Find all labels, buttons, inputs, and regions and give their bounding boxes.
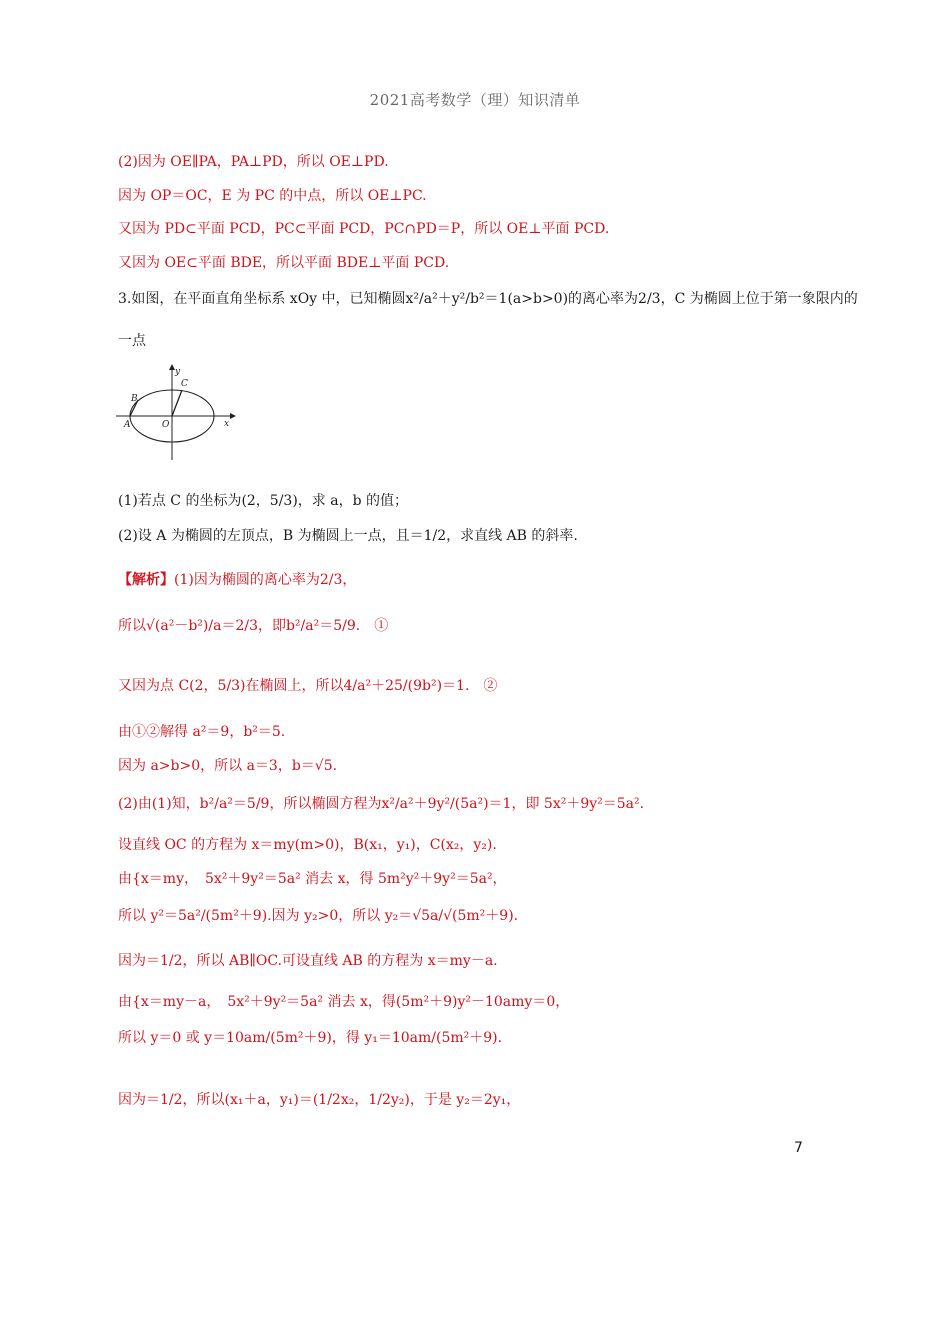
label-y: y — [175, 367, 181, 377]
label-o: O — [162, 420, 170, 430]
proof-line-2: 因为 OP＝OC，E 为 PC 的中点，所以 OE⊥PC. — [118, 188, 427, 204]
solution-line-7: 设直线 OC 的方程为 x＝my(m>0)，B(x₁，y₁)，C(x₂，y₂). — [118, 837, 497, 853]
question-2: (2)设 A 为椭圆的左顶点，B 为椭圆上一点，且＝1/2，求直线 AB 的斜率. — [118, 528, 578, 544]
problem-3-statement: 3.如图，在平面直角坐标系 xOy 中，已知椭圆x²/a²＋y²/b²＝1(a>b>0)的离心率为2/3，C 为椭圆上位于第一象限内的 — [118, 291, 858, 307]
solution-line-8: 由{x＝my， 5x²＋9y²＝5a² 消去 x，得 5m²y²＋9y²＝5a²， — [118, 871, 507, 887]
solution-line-13: 因为＝1/2，所以(x₁＋a，y₁)＝(1/2x₂，1/2y₂)，于是 y₂＝2y₁， — [118, 1092, 521, 1108]
solution-line-6: (2)由(1)知，b²/a²＝5/9，所以椭圆方程为x²/a²＋9y²/(5a²)＝1，即 5x²＋9y²＝5a². — [118, 796, 645, 812]
question-1: (1)若点 C 的坐标为(2，5/3)，求 a，b 的值； — [118, 493, 409, 509]
solution-line-12: 所以 y＝0 或 y＝10am/(5m²＋9)，得 y₁＝10am/(5m²＋9). — [118, 1030, 503, 1046]
label-c: C — [181, 379, 188, 389]
label-x: x — [224, 419, 230, 429]
label-b: B — [131, 394, 138, 404]
page-number: 7 — [794, 1140, 803, 1156]
proof-line-3: 又因为 PD⊂平面 PCD，PC⊂平面 PCD，PC∩PD＝P，所以 OE⊥平面 PCD. — [118, 221, 610, 237]
page-header: 2021高考数学（理）知识清单 — [369, 91, 581, 109]
solution-line-2: 所以√(a²－b²)/a＝2/3，即b²/a²＝5/9. ① — [118, 618, 389, 634]
solution-line-3: 又因为点 C(2，5/3)在椭圆上，所以4/a²＋25/(9b²)＝1. ② — [118, 678, 498, 694]
problem-3-statement-cont: 一点 — [118, 333, 146, 349]
segment-oc — [172, 390, 182, 416]
solution-line-4: 由①②解得 a²＝9，b²＝5. — [118, 724, 286, 740]
proof-line-4: 又因为 OE⊂平面 BDE，所以平面 BDE⊥平面 PCD. — [118, 255, 450, 271]
x-axis-arrow — [230, 413, 236, 419]
ellipse-figure — [112, 364, 236, 462]
proof-line-1: (2)因为 OE∥PA，PA⊥PD，所以 OE⊥PD. — [118, 154, 389, 170]
solution-line-9: 所以 y²＝5a²/(5m²＋9).因为 y₂>0，所以 y₂＝√5a/√(5m²＋9). — [118, 908, 519, 924]
solution-line-5: 因为 a>b>0，所以 a＝3，b＝√5. — [118, 758, 338, 774]
label-a: A — [124, 420, 131, 430]
solution-tag: 【解析】 — [118, 572, 174, 588]
solution-line-1-text: (1)因为椭圆的离心率为2/3， — [174, 572, 357, 588]
solution-line-10: 因为＝1/2，所以 AB∥OC.可设直线 AB 的方程为 x＝my－a. — [118, 953, 498, 969]
solution-line-1 — [118, 571, 356, 589]
solution-line-11: 由{x＝my－a， 5x²＋9y²＝5a² 消去 x，得(5m²＋9)y²－10amy＝0， — [118, 994, 570, 1010]
